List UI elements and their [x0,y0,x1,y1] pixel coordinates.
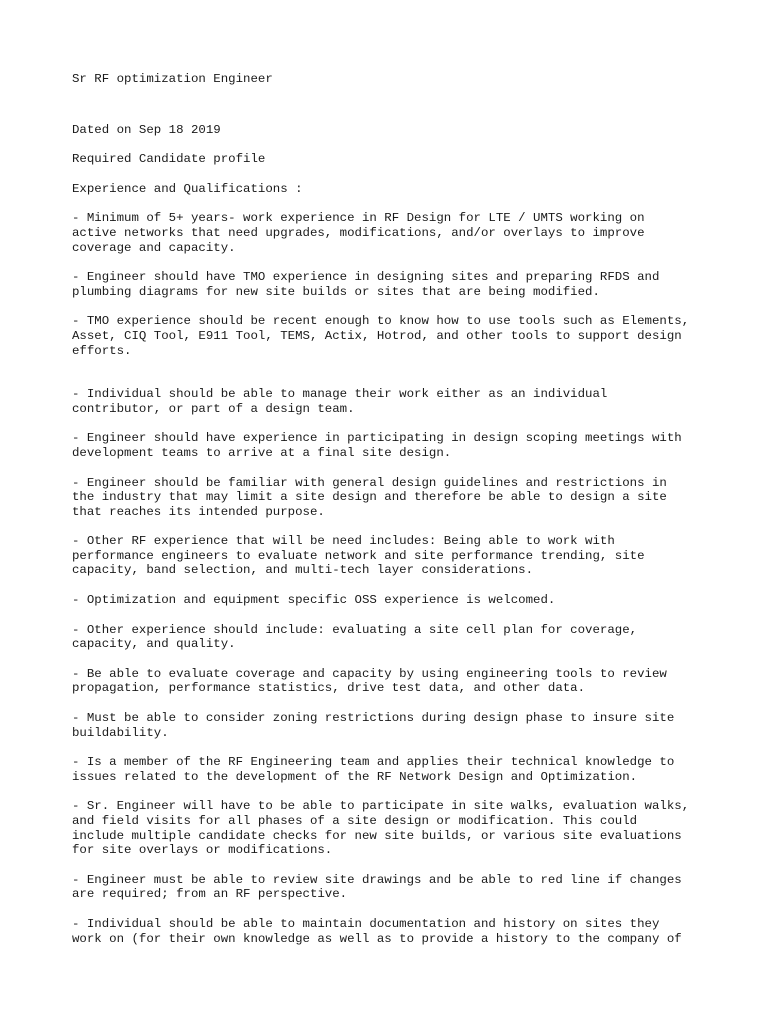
paragraph-11: - Must be able to consider zoning restrictions during design phase to insure site buildability. [72,711,675,740]
document-title: Sr RF optimization Engineer [72,72,273,86]
date-line: Dated on Sep 18 2019 [72,122,221,137]
paragraph-10: - Be able to evaluate coverage and capacity by using engineering tools to review propagation, performance statistics, drive test data, and other data. [72,666,667,696]
paragraph-5: - Engineer should have experience in participating in design scoping meetings with development teams to arrive at a final site design. [72,431,682,460]
document-page [72,72,712,946]
profile-heading: Required Candidate profile [72,152,266,167]
paragraph-8: - Optimization and equipment specific OSS experience is welcomed. [72,593,556,608]
paragraph-6: - Engineer should be familiar with general design guidelines and restrictions in the industry that may limit a site design and therefore be able to design a site that reaches its intended purpose. [72,475,667,519]
paragraph-2: - Engineer should have TMO experience in designing sites and preparing RFDS and plumbing diagrams for new site builds or sites that are being modified. [72,270,660,299]
qualifications-heading: Experience and Qualifications : [72,181,303,196]
paragraph-14: - Engineer must be able to review site drawings and be able to red line if changes are required; from an RF perspective. [72,872,682,902]
paragraph-12: - Is a member of the RF Engineering team and applies their technical knowledge to issues related to the development of the RF Network Design and Optimization. [72,755,675,784]
paragraph-1: - Minimum of 5+ years- work experience in RF Design for LTE / UMTS working on active networks that need upgrades, modifications, and/or overlays to improve coverage and capacity. [72,211,645,255]
paragraph-4: - Individual should be able to manage their work either as an individual contributor, or part of a design team. [72,387,608,416]
paragraph-9: - Other experience should include: evaluating a site cell plan for coverage, capacity, and quality. [72,622,638,652]
paragraph-13: - Sr. Engineer will have to be able to participate in site walks, evaluation walks, and field visits for all phases of a site design or modification. This could include multiple candidate checks for new site builds, or various site evaluations for site overlays or modifications. [72,799,690,858]
paragraph-3: - TMO experience should be recent enough to know how to use tools such as Elements, Asset, CIQ Tool, E911 Tool, TEMS, Actix, Hotrod, and other tools to support design efforts. [72,314,690,358]
paragraph-7: - Other RF experience that will be need includes: Being able to work with performance engineers to evaluate network and site performance trending, site capacity, band selection, and multi-tech layer considerations. [72,534,645,578]
paragraph-15: - Individual should be able to maintain documentation and history on sites they work on (for their own knowledge as well as to provide a history to the company of [72,916,682,946]
